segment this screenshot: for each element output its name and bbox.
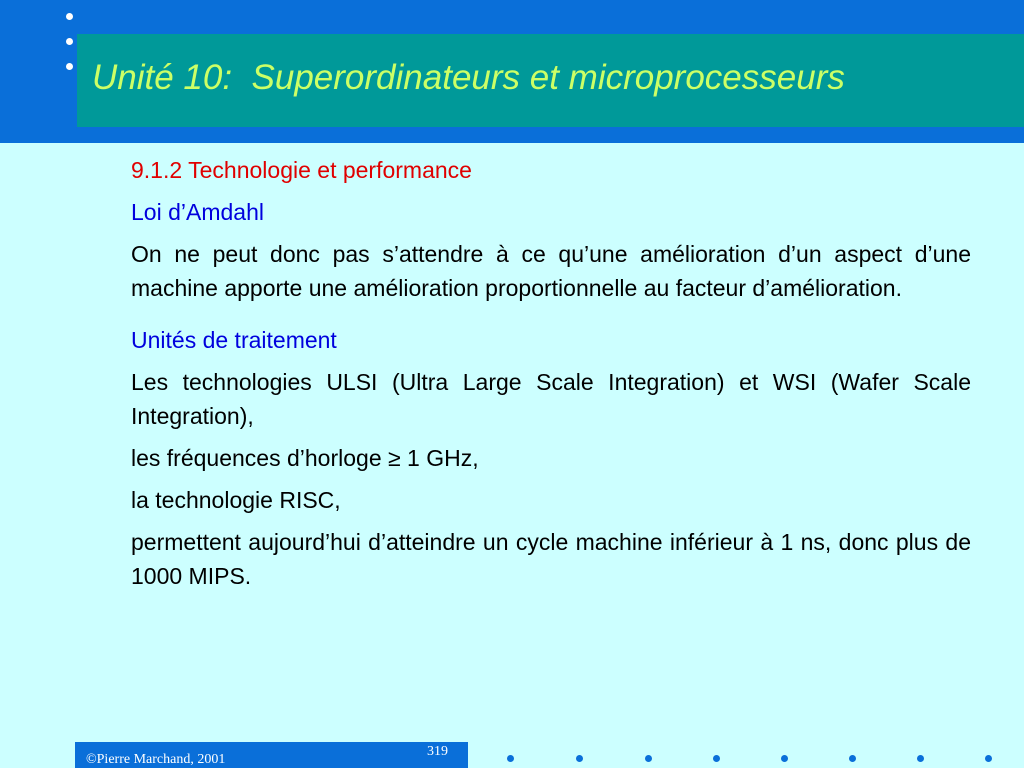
footer-bar — [75, 742, 468, 768]
decorative-dot — [985, 755, 992, 762]
decorative-dot — [645, 755, 652, 762]
subheading-amdahl: Loi d’Amdahl — [131, 199, 264, 225]
page-number: 319 — [427, 744, 448, 759]
paragraph-risc: la technologie RISC, — [131, 487, 341, 513]
paragraph-conclusion: permettent aujourd’hui d’atteindre un cycle machine inférieur à 1 ns, donc plus de 1000 MIPS. — [131, 529, 971, 589]
decorative-dot — [576, 755, 583, 762]
slide-title: Unité 10: Superordinateurs et microprocesseurs — [92, 58, 845, 97]
decorative-dot — [713, 755, 720, 762]
title-box — [77, 34, 1024, 127]
subheading-processing-units: Unités de traitement — [131, 327, 337, 353]
decorative-dot — [66, 13, 73, 20]
section-heading: 9.1.2 Technologie et performance — [131, 157, 472, 183]
paragraph-amdahl: On ne peut donc pas s’attendre à ce qu’une amélioration d’un aspect d’une machine apporte une amélioration proportionnelle au facteur d’amélioration. — [131, 241, 971, 301]
decorative-dot — [849, 755, 856, 762]
decorative-dot — [781, 755, 788, 762]
decorative-dot — [917, 755, 924, 762]
paragraph-frequencies: les fréquences d’horloge ≥ 1 GHz, — [131, 445, 479, 471]
decorative-dot — [507, 755, 514, 762]
slide-content — [131, 153, 971, 601]
decorative-dot — [66, 38, 73, 45]
decorative-dot — [66, 63, 73, 70]
footer-copyright: ©Pierre Marchand, 2001 — [86, 752, 226, 767]
paragraph-technologies: Les technologies ULSI (Ultra Large Scale Integration) et WSI (Wafer Scale Integration), — [131, 369, 971, 429]
